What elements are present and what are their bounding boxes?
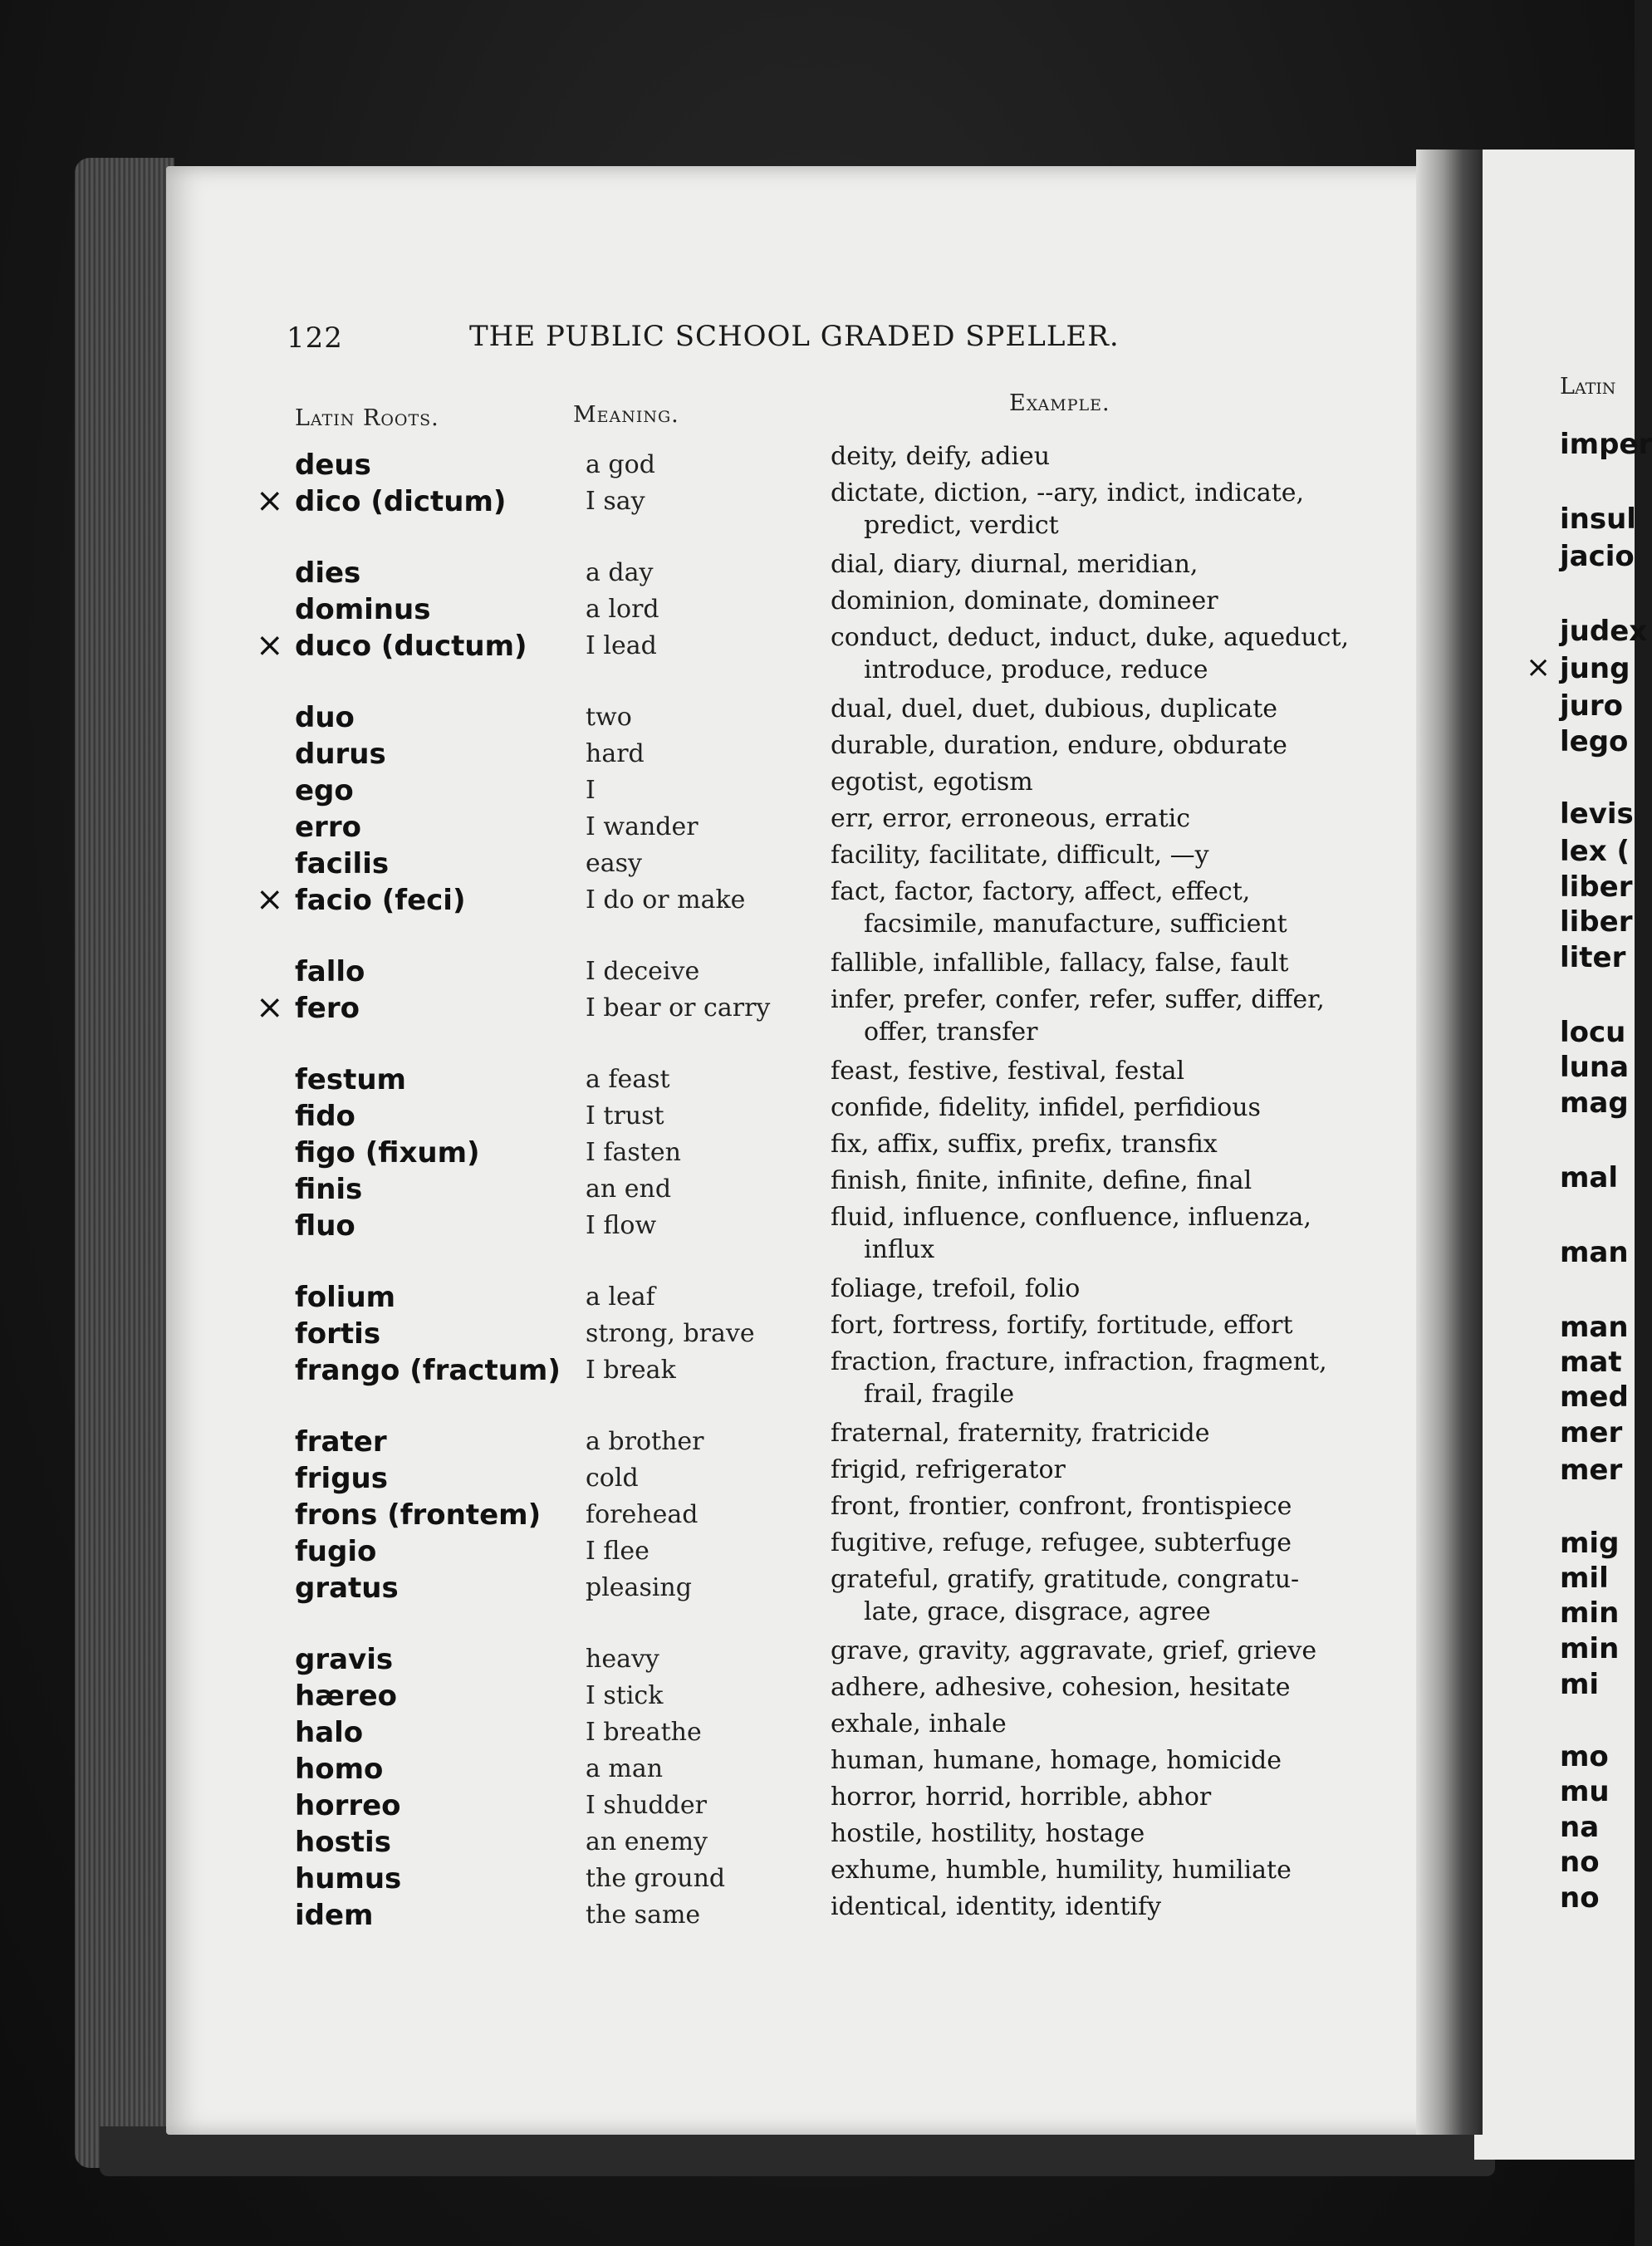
example-line: conduct, deduct, induct, duke, aqueduct, (831, 623, 1350, 652)
example-continuation: offer, transfer (864, 1018, 1038, 1047)
example-line: fix, affix, suffix, prefix, transfix (831, 1130, 1218, 1159)
latin-root: frater (295, 1425, 387, 1459)
facing-page-root: mer (1560, 1416, 1623, 1449)
root-example (831, 841, 1209, 870)
example-line: egotist, egotism (831, 767, 1033, 797)
root-example (831, 1166, 1252, 1195)
latin-root: facio (feci) (295, 884, 466, 917)
example-line: dial, diary, diurnal, meridian, (831, 550, 1199, 579)
example-line: infer, prefer, confer, refer, suffer, differ, (831, 985, 1325, 1014)
latin-root: festum (295, 1063, 406, 1096)
latin-root: fido (295, 1100, 355, 1133)
example-line: adhere, adhesive, cohesion, hesitate (831, 1673, 1291, 1702)
root-meaning: a leaf (586, 1282, 655, 1312)
example-line: feast, festive, festival, festal (831, 1057, 1185, 1086)
facing-page-root: juro (1560, 689, 1623, 723)
facing-page-root: judex (1560, 615, 1648, 648)
page-number: 122 (287, 321, 343, 355)
latin-root: fallo (295, 955, 365, 988)
root-meaning: the ground (586, 1864, 726, 1893)
example-line: grave, gravity, aggravate, grief, grieve (831, 1636, 1317, 1665)
facing-page-root: lex ( (1560, 835, 1630, 868)
facing-page-root: luna (1560, 1051, 1630, 1084)
book-page-edges (75, 158, 174, 2168)
root-example (831, 623, 1349, 684)
example-line: dual, duel, duet, dubious, duplicate (831, 694, 1278, 723)
root-meaning: I bear or carry (586, 993, 771, 1022)
root-meaning: a brother (586, 1427, 704, 1456)
root-meaning: an end (586, 1174, 672, 1204)
facing-page-root: liter (1560, 941, 1626, 974)
root-meaning: the same (586, 1900, 701, 1930)
root-example (831, 1419, 1210, 1448)
facing-page-root: jung (1560, 652, 1630, 685)
facing-page-root: liber (1560, 905, 1633, 939)
root-meaning: a lord (586, 595, 659, 624)
example-line: fraction, fracture, infraction, fragment, (831, 1347, 1327, 1376)
root-example (831, 731, 1287, 760)
latin-root: frango (fractum) (295, 1354, 561, 1387)
root-example (831, 1856, 1292, 1885)
root-meaning: I shudder (586, 1791, 707, 1820)
example-line: fact, factor, factory, affect, effect, (831, 877, 1251, 906)
example-line: deity, deify, adieu (831, 442, 1051, 471)
root-example (831, 478, 1304, 540)
example-continuation: influx (864, 1235, 935, 1264)
root-example (831, 1636, 1316, 1665)
root-meaning: hard (586, 739, 645, 768)
root-example (831, 1709, 1007, 1738)
facing-page-root: jacio (1560, 540, 1635, 573)
latin-root: dico (dictum) (295, 485, 507, 518)
latin-root: figo (fixum) (295, 1136, 480, 1170)
facing-page-root: no (1560, 1881, 1600, 1915)
facing-page-root: levis (1560, 797, 1634, 831)
facing-page-root: locu (1560, 1016, 1626, 1049)
example-line: finish, finite, infinite, define, final (831, 1166, 1252, 1195)
example-line: human, humane, homage, homicide (831, 1746, 1282, 1775)
latin-root: fero (295, 992, 360, 1025)
root-example (831, 1311, 1293, 1340)
latin-root: duo (295, 701, 355, 734)
facing-page-root: mat (1560, 1346, 1622, 1379)
root-example (831, 1130, 1218, 1159)
root-example (831, 1673, 1290, 1702)
root-meaning: I do or make (586, 885, 746, 915)
example-continuation: introduce, produce, reduce (864, 655, 1208, 684)
root-meaning: I stick (586, 1681, 664, 1710)
latin-root: halo (295, 1716, 364, 1749)
root-meaning: pleasing (586, 1573, 692, 1602)
book-gutter (1416, 150, 1483, 2135)
root-example (831, 985, 1325, 1047)
latin-root: fugio (295, 1535, 377, 1568)
latin-root: deus (295, 449, 371, 482)
column-header-latin-roots: Latin Roots. (295, 405, 439, 431)
root-meaning: a feast (586, 1065, 670, 1094)
latin-root: gravis (295, 1643, 394, 1676)
example-line: fort, fortress, fortify, fortitude, effort (831, 1311, 1293, 1340)
latin-root: humus (295, 1862, 402, 1895)
root-meaning: I say (586, 487, 645, 516)
facing-page-root: mi (1560, 1668, 1600, 1701)
facing-page-root: mal (1560, 1161, 1619, 1194)
root-meaning: I flee (586, 1537, 650, 1566)
example-continuation: predict, verdict (864, 511, 1059, 540)
latin-root: gratus (295, 1572, 399, 1605)
example-line: horror, horrid, horrible, abhor (831, 1783, 1212, 1812)
example-line: fluid, influence, confluence, influenza, (831, 1203, 1311, 1232)
root-example (831, 694, 1277, 723)
example-line: exhale, inhale (831, 1709, 1007, 1738)
latin-root: fortis (295, 1317, 381, 1351)
facing-page-root: mo (1560, 1740, 1609, 1773)
root-meaning: I trust (586, 1101, 664, 1130)
facing-page-root: na (1560, 1811, 1600, 1844)
facing-page-column-header: Latin (1560, 374, 1616, 400)
root-example (831, 767, 1033, 797)
facing-page-root: man (1560, 1236, 1629, 1269)
latin-root: dies (295, 557, 361, 590)
example-line: foliage, trefoil, folio (831, 1274, 1081, 1303)
column-header-meaning: Meaning. (573, 402, 679, 428)
facing-page-root: liber (1560, 870, 1633, 904)
root-example (831, 1274, 1080, 1303)
facing-page-root: no (1560, 1846, 1600, 1879)
latin-root: horreo (295, 1789, 401, 1822)
root-meaning: I deceive (586, 957, 700, 986)
strike-mark: × (256, 482, 284, 520)
root-example (831, 1528, 1292, 1557)
root-meaning: I fasten (586, 1138, 681, 1167)
facing-page-root: min (1560, 1596, 1620, 1630)
example-line: front, frontier, confront, frontispiece (831, 1492, 1292, 1521)
facing-page-root: imper (1560, 428, 1652, 461)
example-line: fallible, infallible, fallacy, false, fault (831, 949, 1289, 978)
page-title: THE PUBLIC SCHOOL GRADED SPELLER. (469, 320, 1120, 353)
root-meaning: easy (586, 849, 642, 878)
root-meaning: I (586, 776, 596, 805)
root-meaning: I wander (586, 812, 699, 841)
root-meaning: a day (586, 558, 654, 587)
root-example (831, 1347, 1327, 1409)
root-example (831, 586, 1218, 615)
root-example (831, 1746, 1282, 1775)
root-meaning: I flow (586, 1211, 657, 1240)
example-continuation: frail, fragile (864, 1380, 1015, 1409)
root-example (831, 1057, 1184, 1086)
strike-mark: × (256, 880, 284, 919)
root-example (831, 804, 1190, 833)
latin-root: folium (295, 1281, 396, 1314)
facing-page-root: med (1560, 1380, 1629, 1414)
example-line: hostile, hostility, hostage (831, 1819, 1145, 1848)
root-example (831, 550, 1198, 579)
example-line: durable, duration, endure, obdurate (831, 731, 1287, 760)
latin-root: hostis (295, 1826, 391, 1859)
latin-root: erro (295, 811, 361, 844)
root-meaning: a man (586, 1754, 664, 1783)
example-line: dictate, diction, --ary, indict, indicate, (831, 478, 1305, 508)
root-meaning: heavy (586, 1645, 659, 1674)
facing-page-root: mil (1560, 1562, 1609, 1595)
root-meaning: I lead (586, 631, 657, 660)
root-example (831, 1455, 1066, 1484)
latin-root: frons (frontem) (295, 1498, 542, 1532)
root-meaning: I break (586, 1356, 676, 1385)
root-meaning: cold (586, 1464, 639, 1493)
latin-root: hæreo (295, 1680, 398, 1713)
root-meaning: two (586, 703, 632, 732)
root-example (831, 1093, 1261, 1122)
strike-mark: × (1526, 650, 1552, 684)
latin-root: durus (295, 738, 386, 771)
facing-page-root: mag (1560, 1086, 1629, 1120)
example-continuation: facsimile, manufacture, sufficient (864, 910, 1287, 939)
root-example (831, 442, 1050, 471)
latin-root: duco (ductum) (295, 630, 527, 663)
root-meaning: forehead (586, 1500, 699, 1529)
facing-page-root: mer (1560, 1454, 1623, 1487)
column-header-example: Example. (1009, 390, 1110, 416)
example-line: fugitive, refuge, refugee, subterfuge (831, 1528, 1292, 1557)
root-example (831, 949, 1288, 978)
facing-page-root: man (1560, 1311, 1629, 1344)
root-example (831, 1492, 1292, 1521)
example-continuation: late, grace, disgrace, agree (864, 1597, 1211, 1626)
latin-root: idem (295, 1899, 374, 1932)
strike-mark: × (256, 988, 284, 1027)
facing-page-root: min (1560, 1632, 1620, 1665)
root-meaning: an enemy (586, 1827, 708, 1856)
facing-page-root: insul (1560, 503, 1636, 536)
root-example (831, 1203, 1311, 1264)
root-example (831, 1819, 1145, 1848)
example-line: dominion, dominate, domineer (831, 586, 1218, 615)
root-meaning: a god (586, 450, 655, 479)
root-example (831, 1565, 1299, 1626)
root-example (831, 877, 1287, 939)
root-meaning: strong, brave (586, 1319, 755, 1348)
latin-root: facilis (295, 847, 390, 880)
example-line: fraternal, fraternity, fratricide (831, 1419, 1210, 1448)
example-line: identical, identity, identify (831, 1892, 1162, 1921)
latin-root: frigus (295, 1462, 388, 1495)
example-line: facility, facilitate, difficult, —y (831, 841, 1209, 870)
latin-root: homo (295, 1753, 384, 1786)
strike-mark: × (256, 626, 284, 664)
example-line: exhume, humble, humility, humiliate (831, 1856, 1292, 1885)
page-header (287, 320, 1159, 361)
facing-page-root: lego (1560, 725, 1629, 758)
example-line: err, error, erroneous, erratic (831, 804, 1191, 833)
facing-page-root: mu (1560, 1775, 1610, 1808)
example-line: grateful, gratify, gratitude, congratu- (831, 1565, 1300, 1594)
root-meaning: I breathe (586, 1718, 702, 1747)
example-line: frigid, refrigerator (831, 1455, 1066, 1484)
example-line: confide, fidelity, infidel, perfidious (831, 1093, 1261, 1122)
root-example (831, 1892, 1161, 1921)
facing-page-root: mig (1560, 1527, 1620, 1560)
latin-root: finis (295, 1173, 363, 1206)
root-example (831, 1783, 1211, 1812)
latin-root: fluo (295, 1209, 355, 1243)
latin-root: dominus (295, 593, 431, 626)
latin-root: ego (295, 774, 354, 807)
